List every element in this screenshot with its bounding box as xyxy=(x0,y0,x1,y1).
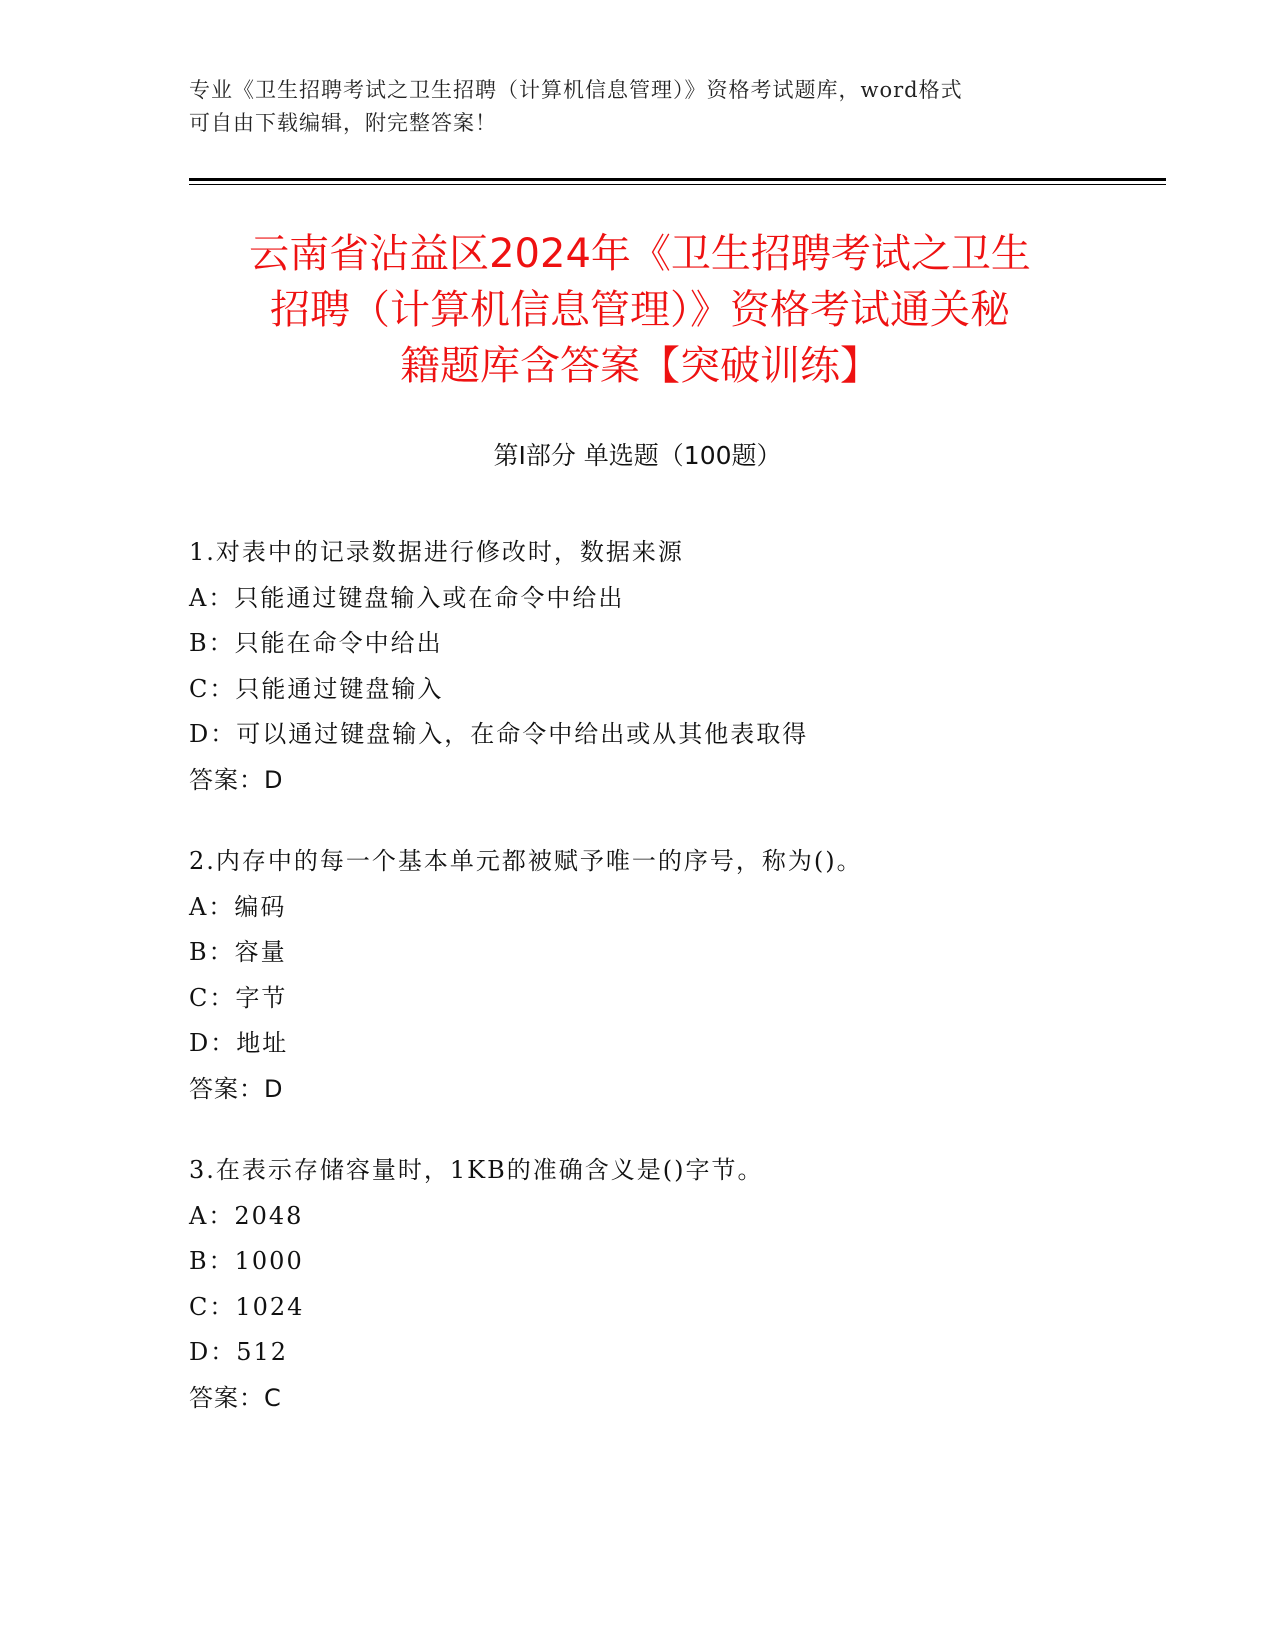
section-title: 第Ⅰ部分 单选题（100题） xyxy=(493,441,782,470)
option-a: A：只能通过键盘输入或在命令中给出 xyxy=(189,583,625,612)
question-stem: 3.在表示存储容量时，1KB的准确含义是()字节。 xyxy=(189,1156,764,1184)
question-answer: 答案：D xyxy=(189,765,284,794)
option-c: C：字节 xyxy=(189,983,288,1012)
question-stem: 1.对表中的记录数据进行修改时，数据来源 xyxy=(189,538,684,566)
document-title-line-1: 云南省沾益区2024年《卫生招聘考试之卫生 xyxy=(249,231,1031,277)
header-note-line-2: 可自由下载编辑，附完整答案！ xyxy=(189,111,497,135)
option-d: D：512 xyxy=(189,1338,289,1366)
header-note xyxy=(189,74,1089,140)
option-c: C：1024 xyxy=(189,1292,305,1321)
question-answer: 答案：D xyxy=(189,1074,284,1103)
option-d: D：地址 xyxy=(189,1029,289,1057)
document-title xyxy=(160,226,1120,394)
document-title-line-2: 招聘（计算机信息管理）》资格考试通关秘 xyxy=(270,287,1010,333)
question-answer: 答案：C xyxy=(189,1383,282,1412)
question-stem: 2.内存中的每一个基本单元都被赋予唯一的序号，称为()。 xyxy=(189,847,863,875)
document-title-line-3: 籍题库含答案【突破训练】 xyxy=(400,343,880,389)
option-a: A：编码 xyxy=(189,892,287,921)
header-divider-thin xyxy=(189,184,1166,185)
option-b: B：只能在命令中给出 xyxy=(189,629,443,657)
question-item xyxy=(189,530,1169,803)
header-note-line-1: 专业《卫生招聘考试之卫生招聘（计算机信息管理）》资格考试题库，word格式 xyxy=(189,78,963,102)
header-divider-thick xyxy=(189,178,1166,181)
option-a: A：2048 xyxy=(189,1201,304,1230)
question-list xyxy=(189,530,1169,1457)
option-c: C：只能通过键盘输入 xyxy=(189,674,444,703)
question-item xyxy=(189,839,1169,1112)
question-item xyxy=(189,1148,1169,1421)
option-b: B：1000 xyxy=(189,1247,304,1275)
option-b: B：容量 xyxy=(189,938,287,966)
option-d: D：可以通过键盘输入，在命令中给出或从其他表取得 xyxy=(189,720,809,748)
